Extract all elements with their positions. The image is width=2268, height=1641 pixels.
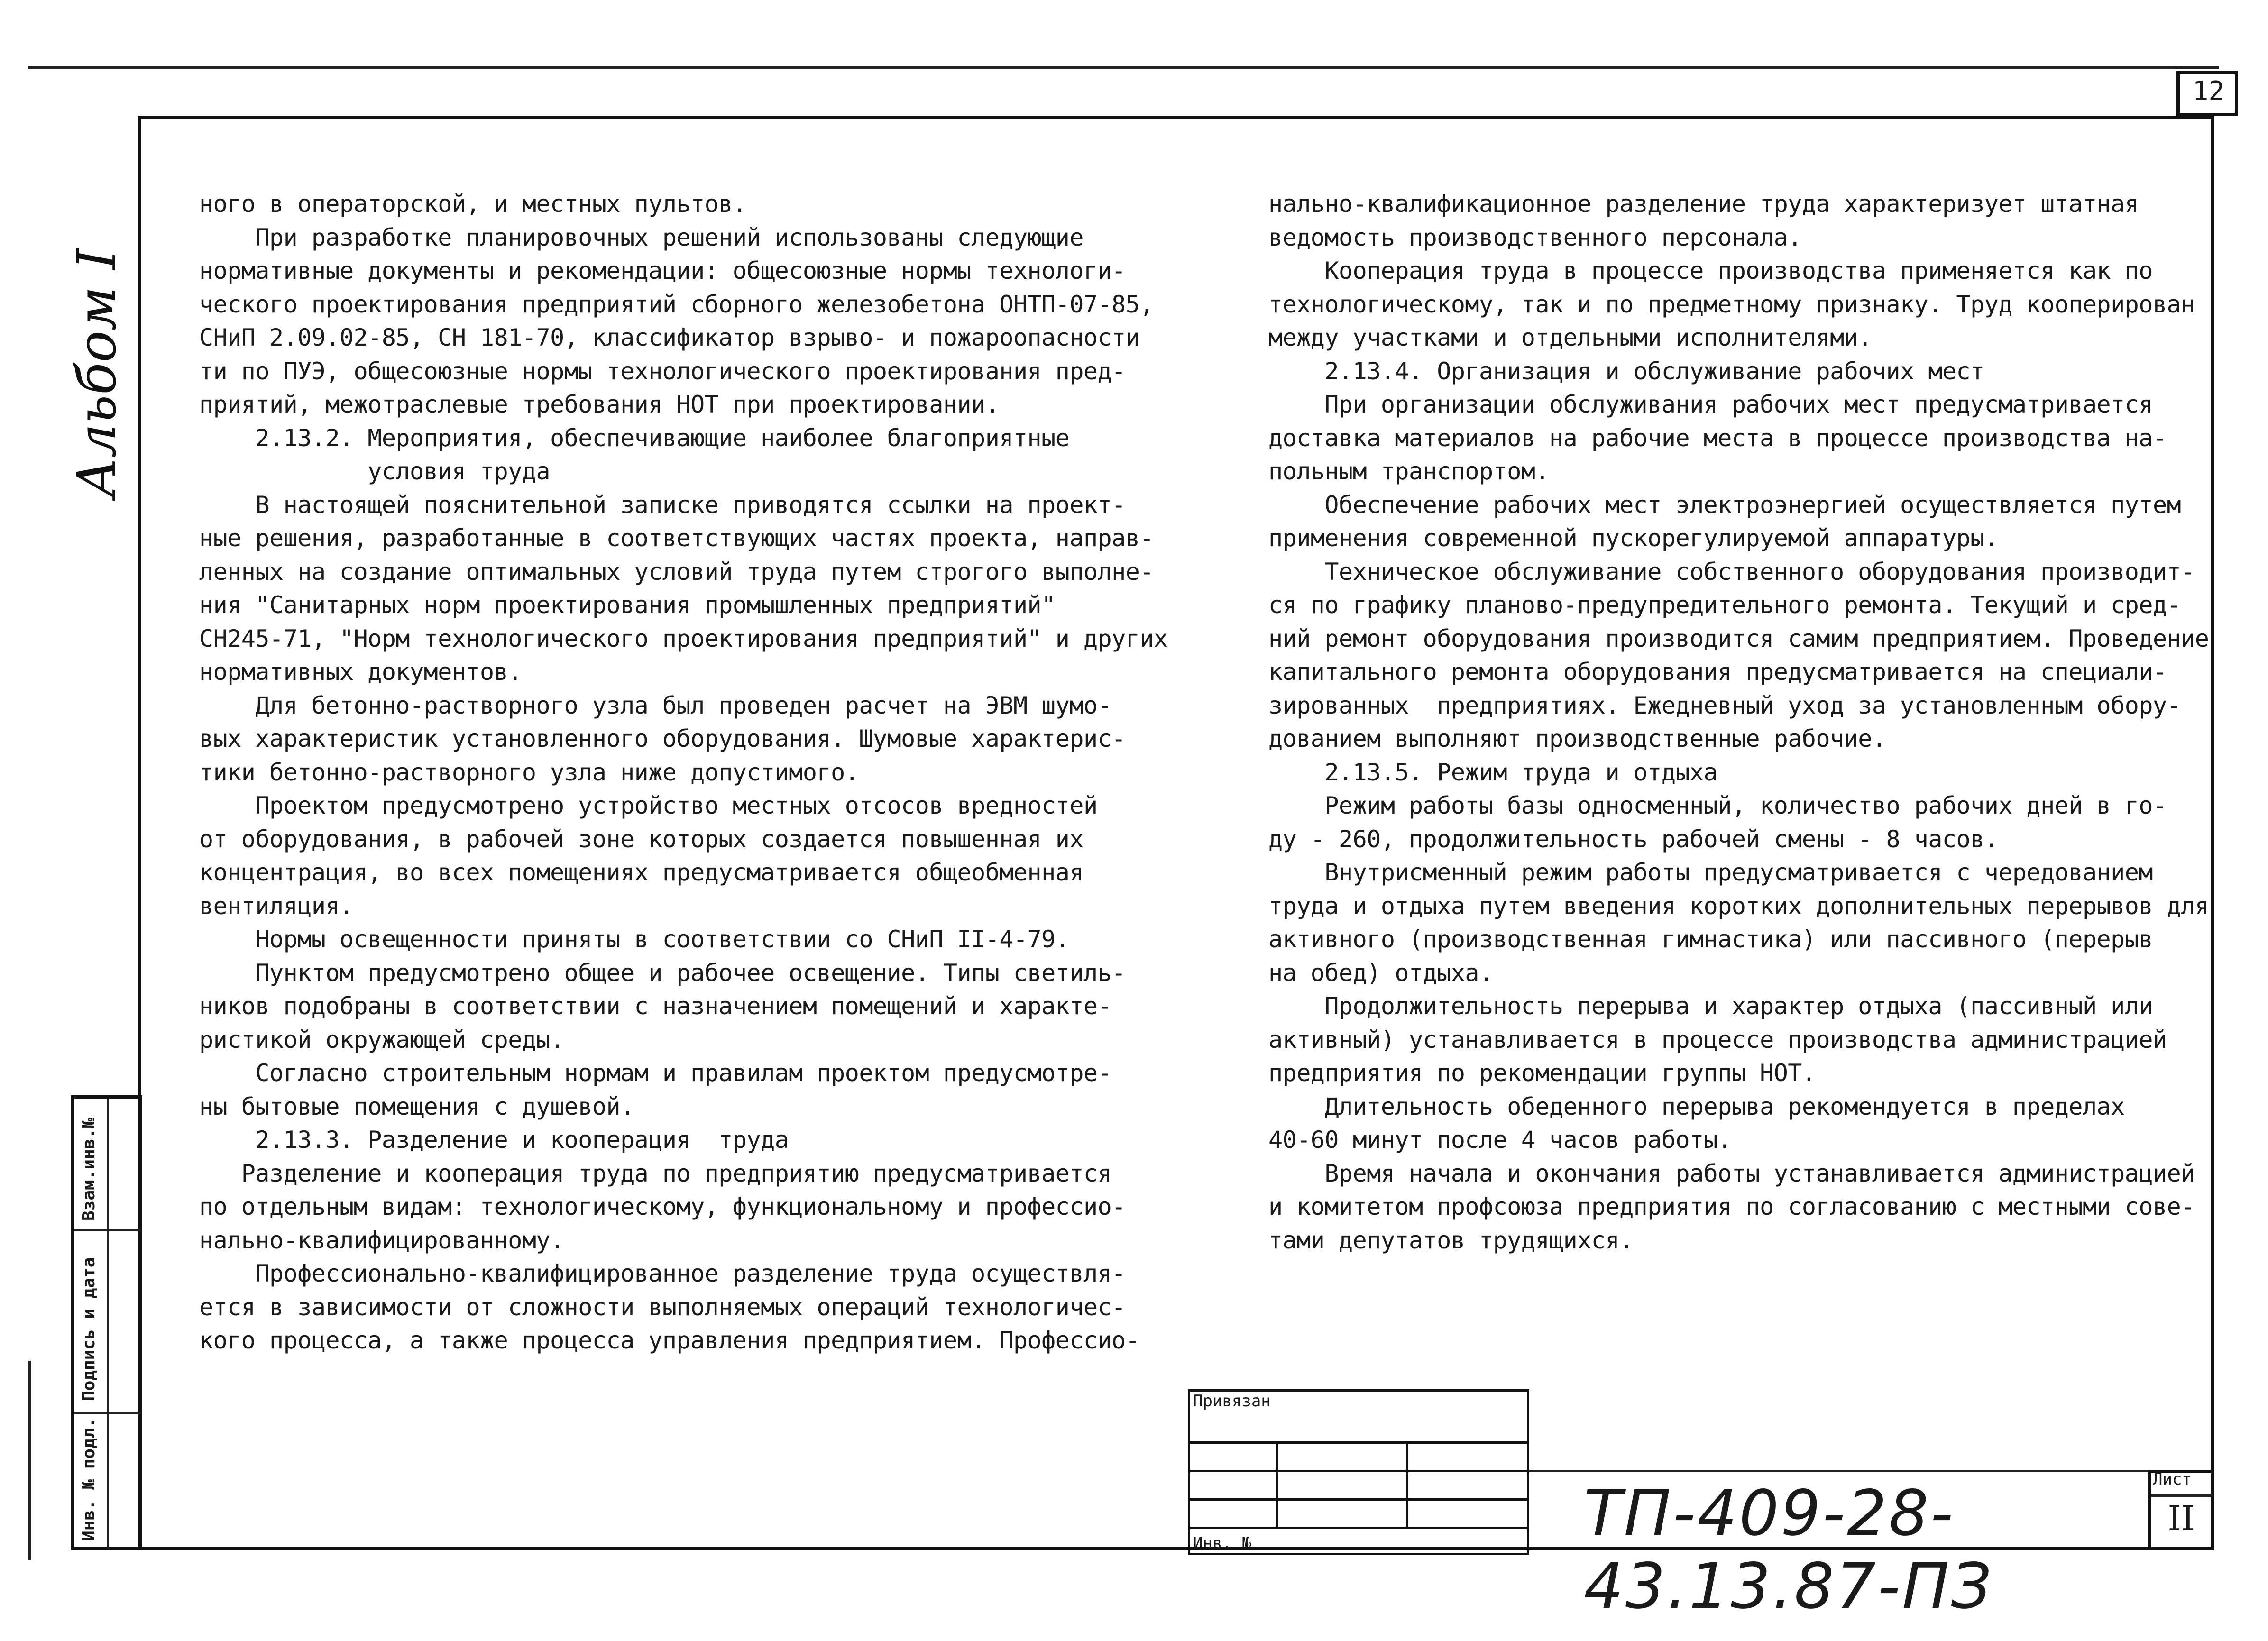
text-line: Обеспечение рабочих мест электроэнергией осуществляется путем [1268, 491, 2181, 519]
side-stamp-vzam-inv: Взам.инв.№ [79, 1118, 99, 1221]
text-line: ти по ПУЭ, общесоюзные нормы технологического проектирования пред- [199, 357, 1126, 385]
text-line: Техническое обслуживание собственного оборудования производит- [1268, 558, 2195, 586]
left-text-column [199, 187, 1168, 1357]
title-block-top-line [1529, 1470, 2214, 1472]
text-line: 2.13.4. Организация и обслуживание рабочих мест [1268, 357, 1984, 385]
text-line: Режим работы базы односменный, количество рабочих дней в го- [1268, 792, 2167, 819]
text-line: доставка материалов на рабочие места в процессе производства на- [1268, 424, 2167, 452]
text-line: предприятия по рекомендации группы НОТ. [1268, 1059, 1816, 1087]
stamp-cell [1407, 1443, 1528, 1471]
text-line: ся по графику планово-предупредительного ремонта. Текущий и сред- [1268, 591, 2181, 619]
text-line: капитального ремонта оборудования предусматривается на специали- [1268, 658, 2167, 686]
text-line: вых характеристик установленного оборудования. Шумовые характерис- [199, 725, 1126, 752]
document-code: ТП-409-28-43.13.87-ПЗ [1584, 1477, 1993, 1623]
side-stamp-inv-podl: Инв. № подл. [79, 1417, 99, 1541]
text-line: ного в операторской, и местных пультов. [199, 190, 747, 218]
page-number: 12 [2192, 76, 2225, 107]
stamp-privyazan-label: Привязан [1193, 1392, 1271, 1411]
text-line: вентиляция. [199, 892, 354, 920]
text-line: Продолжительность перерыва и характер отдыха (пассивный или [1268, 992, 2153, 1020]
stamp-cell [1277, 1443, 1407, 1471]
text-line: При организации обслуживания рабочих мест предусматривается [1268, 391, 2153, 418]
text-line: нормативных документов. [199, 658, 522, 686]
text-line: активный) устанавливается в процессе производства администрацией [1268, 1026, 2167, 1054]
left-outer-edge-line [28, 1361, 31, 1560]
text-line: 2.13.2. Мероприятия, обеспечивающие наиболее благоприятные [199, 424, 1070, 452]
text-line: между участками и отдельными исполнителями. [1268, 324, 1872, 351]
text-line: нально-квалифицированному. [199, 1226, 564, 1254]
stamp-cell [1407, 1471, 1528, 1500]
text-line: концентрация, во всех помещениях предусматривается общеобменная [199, 859, 1083, 886]
text-line: 40-60 минут после 4 часов работы. [1268, 1126, 1732, 1154]
stamp-cell [1407, 1500, 1528, 1528]
stamp-cell [1189, 1500, 1277, 1528]
stamp-cell-privyazan [1189, 1391, 1528, 1443]
text-line: Для бетонно-растворного узла был проведен расчет на ЭВМ шумо- [199, 691, 1112, 719]
stamp-cell [1277, 1471, 1407, 1500]
text-line: технологическому, так и по предметному признаку. Труд кооперирован [1268, 290, 2195, 318]
text-line: активного (производственная гимнастика) или пассивного (перерыв [1268, 926, 2153, 953]
text-line: ния "Санитарных норм проектирования промышленных предприятий" [199, 591, 1056, 619]
text-line: ристикой окружающей среды. [199, 1026, 564, 1054]
text-line: ные решения, разработанные в соответствующих частях проекта, направ- [199, 524, 1154, 552]
text-line: зированных предприятиях. Ежедневный уход за установленным обору- [1268, 691, 2181, 719]
text-line: Профессионально-квалифицированное разделение труда осуществля- [199, 1260, 1126, 1287]
approval-stamp-grid [1188, 1389, 1529, 1555]
top-border-line [28, 66, 2219, 69]
text-line: При разработке планировочных решений использованы следующие [199, 223, 1083, 251]
text-line: применения современной пускорегулируемой аппаратуры. [1268, 524, 1999, 552]
text-line: нально-квалификационное разделение труда характеризует штатная [1268, 190, 2139, 218]
text-line: ется в зависимости от сложности выполняемых операций технологичес- [199, 1293, 1126, 1321]
text-line: СН245-71, "Норм технологического проектирования предприятий" и других [199, 624, 1168, 652]
stamp-cell [1189, 1471, 1277, 1500]
right-text-column [1268, 187, 2209, 1257]
text-line: условия труда [199, 458, 551, 485]
text-line: Внутрисменный режим работы предусматривается с чередованием [1268, 859, 2153, 886]
text-line: ленных на создание оптимальных условий труда путем строгого выполне- [199, 558, 1154, 586]
album-label: Альбом I [66, 248, 128, 498]
stamp-cell [1189, 1443, 1277, 1471]
text-line: Кооперация труда в процессе производства применяется как по [1268, 257, 2153, 284]
text-line: труда и отдыха путем введения коротких дополнительных перерывов для [1268, 892, 2209, 920]
text-line: Пунктом предусмотрено общее и рабочее освещение. Типы светиль- [199, 959, 1126, 987]
text-line: ведомость производственного персонала. [1268, 223, 1802, 251]
text-line: от оборудования, в рабочей зоне которых создается повышенная их [199, 825, 1083, 853]
text-line: кого процесса, а также процесса управления предприятием. Профессио- [199, 1327, 1140, 1354]
side-stamp-divider [107, 1099, 109, 1549]
text-line: на обед) отдыха. [1268, 959, 1493, 987]
text-line: ний ремонт оборудования производится самим предприятием. Проведение [1268, 624, 2209, 652]
text-line: нормативные документы и рекомендации: общесоюзные нормы технологи- [199, 257, 1126, 284]
text-line: Время начала и окончания работы устанавливается администрацией [1268, 1159, 2195, 1187]
text-line: Длительность обеденного перерыва рекомендуется в пределах [1268, 1092, 2125, 1120]
text-line: 2.13.5. Режим труда и отдыха [1268, 758, 1718, 786]
text-line: и комитетом профсоюза предприятия по согласованию с местными сове- [1268, 1193, 2195, 1220]
text-line: тики бетонно-растворного узла ниже допустимого. [199, 758, 859, 786]
text-line: по отдельным видам: технологическому, функциональному и профессио- [199, 1193, 1126, 1220]
stamp-cell-inv-no [1189, 1528, 1528, 1554]
text-line: ческого проектирования предприятий сборного железобетона ОНТП-07-85, [199, 290, 1154, 318]
text-line: В настоящей пояснительной записке приводятся ссылки на проект- [199, 491, 1126, 519]
text-line: тами депутатов трудящихся. [1268, 1226, 1634, 1254]
text-line: польным транспортом. [1268, 458, 1550, 485]
side-stamp-podpis-data: Подпись и дата [79, 1257, 99, 1401]
stamp-cell [1277, 1500, 1407, 1528]
sheet-label: Лист [2153, 1470, 2192, 1489]
text-line: СНиП 2.09.02-85, СН 181-70, классификатор взрыво- и пожароопасности [199, 324, 1140, 351]
text-line: 2.13.3. Разделение и кооперация труда [199, 1126, 789, 1154]
text-line: Проектом предусмотрено устройство местных отсосов вредностей [199, 792, 1098, 819]
text-line: Разделение и кооперация труда по предприятию предусматривается [199, 1159, 1112, 1187]
text-line: ны бытовые помещения с душевой. [199, 1092, 634, 1120]
stamp-inv-no-label: Инв. № [1193, 1534, 1251, 1553]
text-line: ду - 260, продолжительность рабочей смены - 8 часов. [1268, 825, 1999, 853]
sheet-box-divider [2151, 1494, 2213, 1497]
text-line: Нормы освещенности приняты в соответствии со СНиП II-4-79. [199, 926, 1070, 953]
text-line: Согласно строительным нормам и правилам проектом предусмотре- [199, 1059, 1112, 1087]
text-line: дованием выполняют производственные рабочие. [1268, 725, 1886, 752]
text-line: приятий, межотраслевые требования НОТ при проектировании. [199, 391, 1000, 418]
text-line: ников подобраны в соответствии с назначением помещений и характе- [199, 992, 1112, 1020]
sheet-number: II [2167, 1498, 2195, 1538]
